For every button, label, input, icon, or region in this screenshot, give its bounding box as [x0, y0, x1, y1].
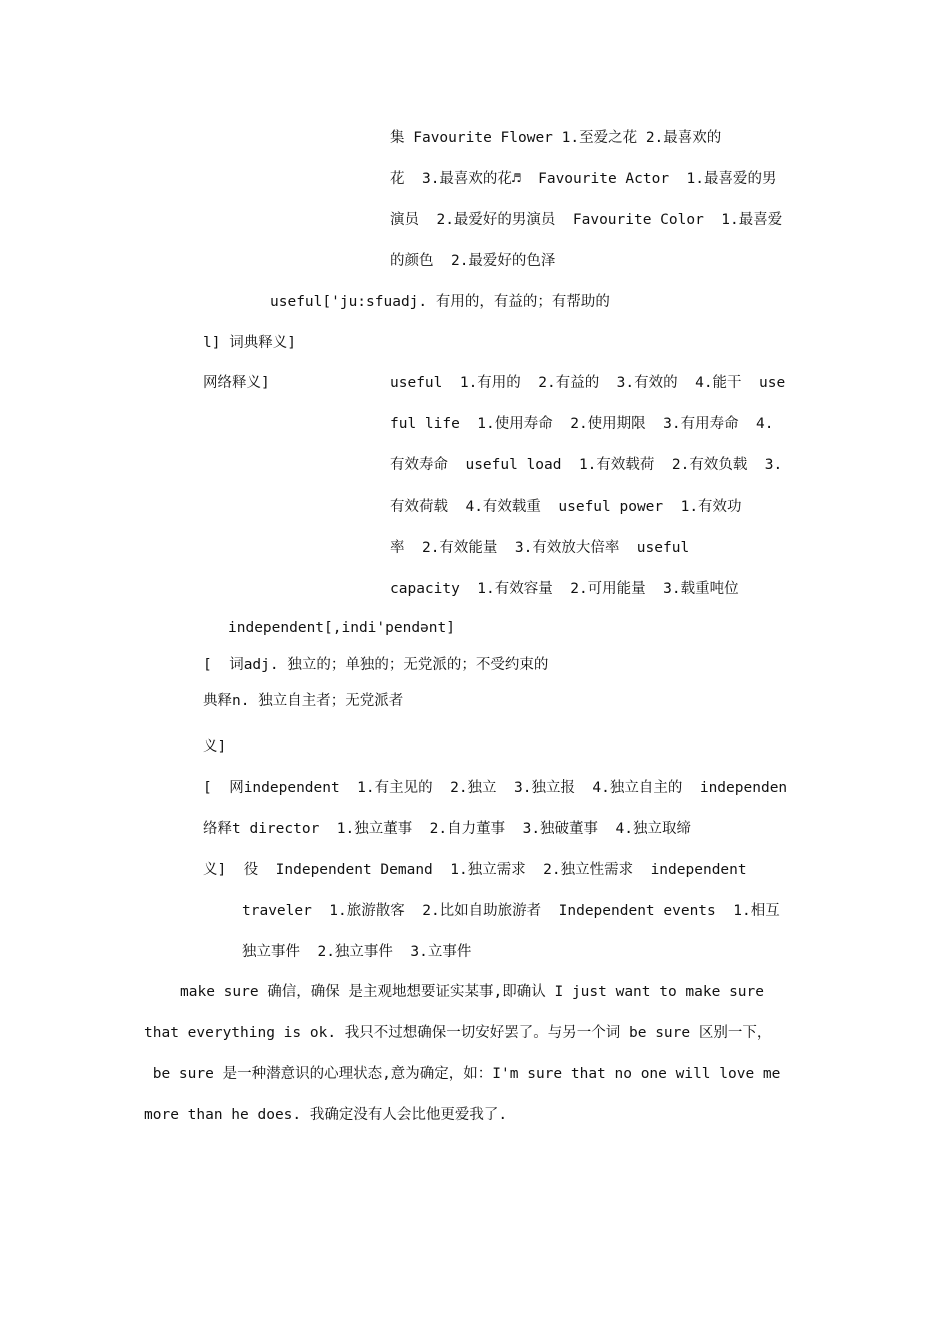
useful-line-6: capacity 1.有效容量 2.可用能量 3.载重吨位 — [390, 581, 739, 597]
make-sure-line-4: more than he does. 我确定没有人会比他更爱我了. — [144, 1107, 508, 1123]
favourite-line-4: 的颜色 2.最爱好的色泽 — [390, 253, 556, 269]
favourite-line-1: 集 Favourite Flower 1.至爱之花 2.最喜欢的 — [390, 130, 722, 146]
make-sure-line-2: that everything is ok. 我只不过想确保一切安好罢了。与另一个词 be sure 区别一下， — [144, 1025, 772, 1041]
useful-line-1: useful 1.有用的 2.有益的 3.有效的 4.能干 use — [390, 375, 786, 391]
make-sure-line-1: make sure 确信，确保 是主观地想要证实某事,即确认 I just want to make sure — [180, 984, 764, 1000]
independent-dict-row-1: [ 词adj. 独立的；单独的；无党派的；不受约束的 — [203, 657, 549, 673]
useful-line-5: 率 2.有效能量 3.有效放大倍率 useful — [390, 540, 690, 556]
useful-line-4: 有效荷载 4.有效载重 useful power 1.有效功 — [390, 499, 742, 515]
independent-net-row-3: 义] 役 Independent Demand 1.独立需求 2.独立性需求 independent — [203, 862, 747, 878]
favourite-line-2: 花 3.最喜欢的花♬ Favourite Actor 1.最喜爱的男 — [390, 171, 777, 187]
independent-dict-row-3: 义] — [203, 739, 227, 755]
independent-net-row-2: 络释t director 1.独立董事 2.自力董事 3.独破董事 4.独立取缔 — [203, 821, 691, 837]
useful-headword: useful['ju:sfuadj. 有用的，有益的；有帮助的 — [270, 294, 610, 310]
independent-headword: independent[,indi'pendənt] — [228, 620, 455, 636]
make-sure-line-3: be sure 是一种潜意识的心理状态,意为确定，如：I'm sure that no one will love me — [144, 1066, 781, 1082]
useful-line-2: ful life 1.使用寿命 2.使用期限 3.有用寿命 4. — [390, 416, 774, 432]
independent-net-row-1: [ 网independent 1.有主见的 2.独立 3.独立报 4.独立自主的 independen — [203, 780, 788, 796]
independent-dict-row-2: 典释n. 独立自主者；无党派者 — [203, 693, 404, 709]
independent-net-row-5: 独立事件 2.独立事件 3.立事件 — [242, 944, 472, 960]
independent-net-row-4: traveler 1.旅游散客 2.比如自助旅游者 Independent events 1.相互 — [242, 903, 780, 919]
useful-line-3: 有效寿命 useful load 1.有效载荷 2.有效负载 3. — [390, 457, 783, 473]
useful-dict-label: l] 词典释义] — [203, 335, 296, 351]
useful-net-label: 网络释义] — [203, 375, 270, 391]
favourite-line-3: 演员 2.最爱好的男演员 Favourite Color 1.最喜爱 — [390, 212, 783, 228]
